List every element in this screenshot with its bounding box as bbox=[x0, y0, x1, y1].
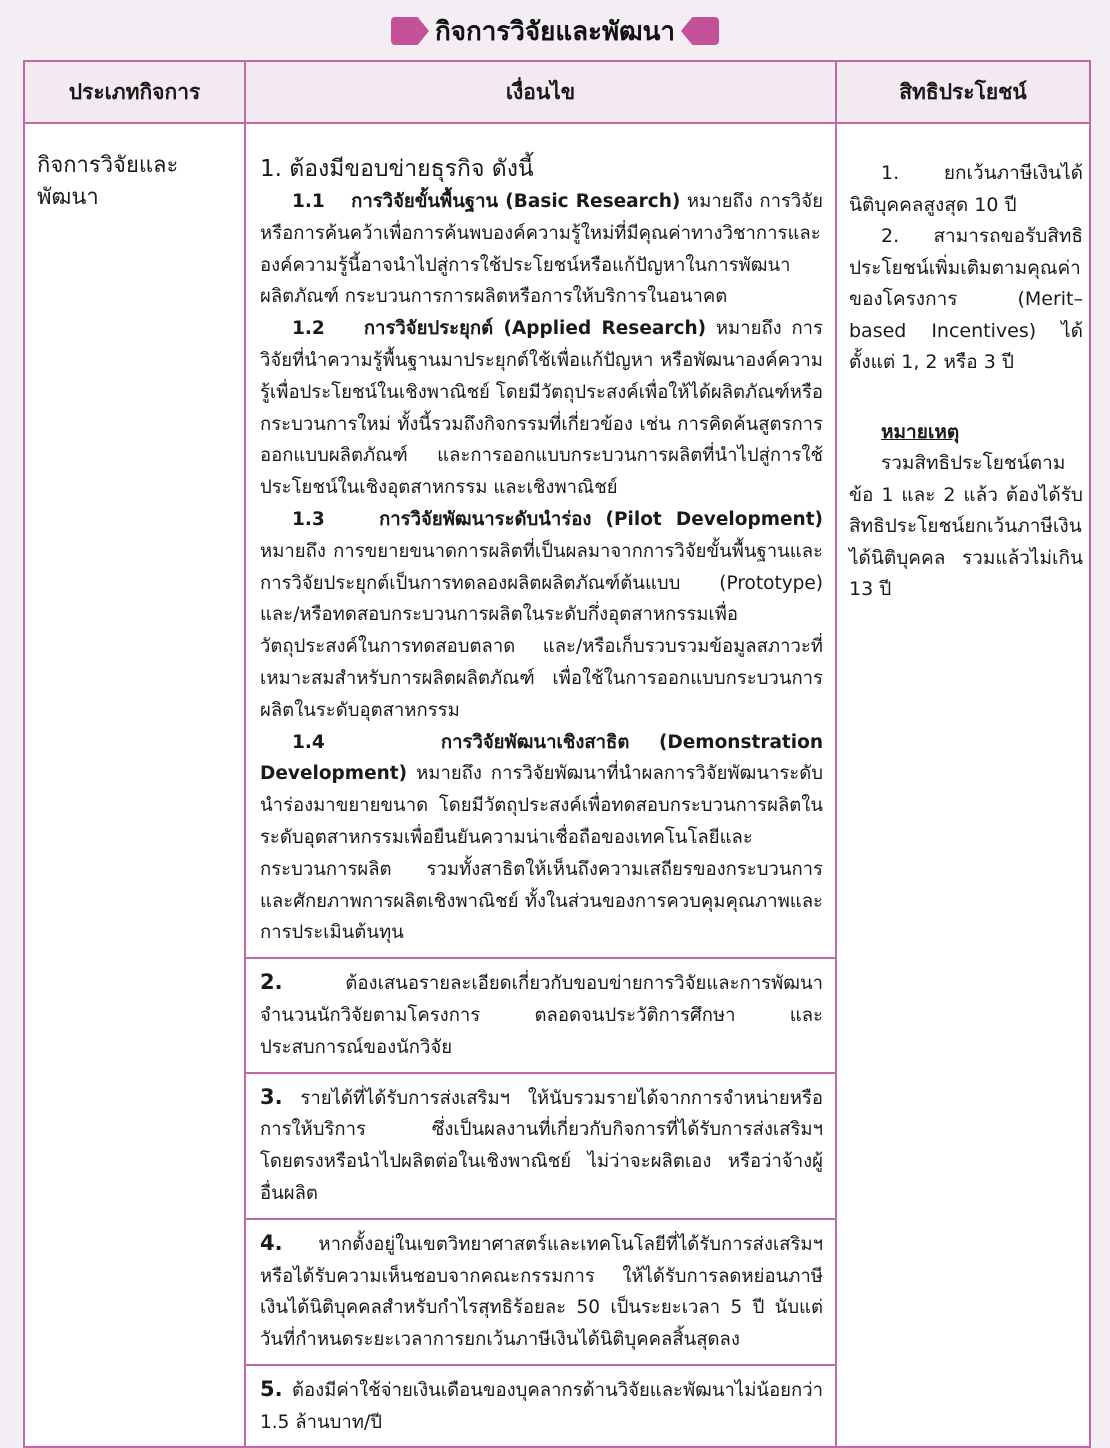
business-type-cell: กิจการวิจัยและพัฒนา bbox=[24, 123, 245, 1447]
header-row bbox=[24, 61, 1090, 123]
condition-1-1-num: 1.1 bbox=[292, 191, 325, 212]
conditions-table bbox=[23, 60, 1091, 1448]
benefits-cell bbox=[836, 123, 1090, 1447]
condition-1-4-text: หมายถึง การวิจัยพัฒนาที่นำผลการวิจัยพัฒนาระดับนำร่องมาขยายขนาด โดยมีวัตถุประสงค์เพื่อทดสอบกระบวนการผลิตในระดับอุตสาหกรรมเพื่อยืนยันความน่าเชื่อถือของเทคโนโลยีและกระบวนการผลิต รวมทั้งสาธิตให้เห็นถึงความเสถียรของกระบวนการ และศักยภาพการผลิตเชิงพาณิชย์ ทั้งในส่วนของการควบคุมคุณภาพและการประเมินต้นทุน bbox=[260, 763, 823, 944]
page-banner bbox=[0, 8, 1110, 54]
condition-1-cell bbox=[245, 123, 836, 958]
note-text: รวมสิทธิประโยชน์ตามข้อ 1 และ 2 แล้ว ต้องได้รับสิทธิประโยชน์ยกเว้นภาษีเงินได้นิติบุคคล รวมแล้วไม่เกิน 13 ปี bbox=[849, 452, 1083, 600]
condition-1-3 bbox=[260, 504, 823, 727]
condition-1-1-title: การวิจัยขั้นพื้นฐาน (Basic Research) bbox=[351, 191, 681, 212]
header-type: ประเภทกิจการ bbox=[24, 61, 245, 123]
condition-4-text: หากตั้งอยู่ในเขตวิทยาศาสตร์และเทคโนโลยีที่ได้รับการส่งเสริมฯ หรือได้รับความเห็นชอบจากคณะกรรมการ ให้ได้รับการลดหย่อนภาษีเงินได้นิติบุคคลสำหรับกำไรสุทธิร้อยละ 50 เป็นระยะเวลา 5 ปี นับแต่วันที่กำหนดระยะเวลาการยกเว้นภาษีเงินได้นิติบุคคลสิ้นสุดลง bbox=[260, 1233, 823, 1351]
banner-right-arrow-icon bbox=[681, 17, 719, 45]
page-title: กิจการวิจัยและพัฒนา bbox=[434, 16, 675, 47]
condition-1-2-title: การวิจัยประยุกต์ (Applied Research) bbox=[363, 318, 707, 340]
note-heading: หมายเหตุ bbox=[881, 420, 960, 443]
condition-2-cell bbox=[245, 958, 836, 1072]
condition-1-4-num: 1.4 bbox=[292, 731, 325, 753]
benefit-1: 1. ยกเว้นภาษีเงินได้นิติบุคคลสูงสุด 10 ปี bbox=[849, 162, 1083, 216]
condition-1-3-text: หมายถึง การขยายขนาดการผลิตที่เป็นผลมาจากการวิจัยขั้นพื้นฐานและการวิจัยประยุกต์เป็นการทดลองผลิตผลิตภัณฑ์ต้นแบบ (Prototype) และ/หรือทดสอบกระบวนการผลิตในระดับกึ่งอุตสาหกรรมเพื่อวัตถุประสงค์ในการทดสอบตลาด และ/หรือเก็บรวบรวมข้อมูลสภาวะที่เหมาะสมสำหรับการผลิตผลิตภัณฑ์ เพื่อใช้ในการออกแบบกระบวนการผลิตในระดับอุตสาหกรรม bbox=[260, 540, 823, 721]
condition-5-cell bbox=[245, 1365, 836, 1448]
condition-1-2 bbox=[260, 313, 823, 504]
condition-1-3-num: 1.3 bbox=[292, 508, 325, 530]
condition-1-3-title: การวิจัยพัฒนาระดับนำร่อง (Pilot Development) bbox=[379, 508, 823, 530]
condition-1-heading: 1. ต้องมีขอบข่ายธุรกิจ ดังนี้ bbox=[260, 156, 534, 182]
condition-5-num: 5. bbox=[260, 1376, 283, 1401]
benefit-2: 2. สามารถขอรับสิทธิประโยชน์เพิ่มเติมตามคุณค่าของโครงการ (Merit–based Incentives) ได้ตั้งแต่ 1, 2 หรือ 3 ปี bbox=[849, 225, 1083, 373]
condition-3-cell bbox=[245, 1073, 836, 1219]
condition-2-text: ต้องเสนอรายละเอียดเกี่ยวกับขอบข่ายการวิจัยและการพัฒนา จำนวนนักวิจัยตามโครงการ ตลอดจนประวัติการศึกษา และประสบการณ์ของนักวิจัย bbox=[260, 973, 823, 1058]
condition-3-num: 3. bbox=[260, 1084, 283, 1109]
condition-1-1 bbox=[260, 186, 823, 313]
condition-4-cell bbox=[245, 1219, 836, 1365]
table-row bbox=[24, 123, 1090, 958]
condition-1-4-title: การวิจัยพัฒนาเชิงสาธิต (Demonstration Development) bbox=[260, 731, 823, 785]
condition-1-1-text: หมายถึง การวิจัยหรือการค้นคว้าเพื่อการค้นพบองค์ความรู้ใหม่ที่มีคุณค่าทางวิชาการและองค์ความรู้นี้อาจนำไปสู่การใช้ประโยชน์หรือแก้ปัญหาในการพัฒนาผลิตภัณฑ์ กระบวนการการผลิตหรือการให้บริการในอนาคต bbox=[260, 191, 823, 308]
condition-1-2-text: หมายถึง การวิจัยที่นำความรู้พื้นฐานมาประยุกต์ใช้เพื่อแก้ปัญหา หรือพัฒนาองค์ความรู้เพื่อประโยชน์ในเชิงพาณิชย์ โดยมีวัตถุประสงค์เพื่อให้ได้ผลิตภัณฑ์หรือกระบวนการใหม่ ทั้งนี้รวมถึงกิจกรรมที่เกี่ยวข้อง เช่น การคิดค้นสูตรการออกแบบผลิตภัณฑ์ และการออกแบบกระบวนการผลิตที่นำไปสู่การใช้ประโยชน์ในเชิงอุตสาหกรรม และเชิงพาณิชย์ bbox=[260, 318, 824, 499]
header-benefits: สิทธิประโยชน์ bbox=[836, 61, 1090, 123]
condition-1-4 bbox=[260, 727, 823, 950]
condition-5-text: ต้องมีค่าใช้จ่ายเงินเดือนของบุคลากรด้านวิจัยและพัฒนาไม่น้อยกว่า 1.5 ล้านบาท/ปี bbox=[260, 1379, 823, 1433]
condition-2-num: 2. bbox=[260, 970, 283, 995]
condition-1-2-num: 1.2 bbox=[292, 318, 325, 340]
banner-left-arrow-icon bbox=[391, 17, 429, 45]
header-conditions: เงื่อนไข bbox=[245, 61, 836, 123]
condition-4-num: 4. bbox=[260, 1230, 283, 1255]
condition-3-text: รายได้ที่ได้รับการส่งเสริมฯ ให้นับรวมรายได้จากการจำหน่ายหรือการให้บริการ ซึ่งเป็นผลงานที่เกี่ยวกับกิจการที่ได้รับการส่งเสริมฯ โดยตรงหรือนำไปผลิตต่อในเชิงพาณิชย์ ไม่ว่าจะผลิตเอง หรือว่าจ้างผู้อื่นผลิต bbox=[260, 1087, 823, 1204]
